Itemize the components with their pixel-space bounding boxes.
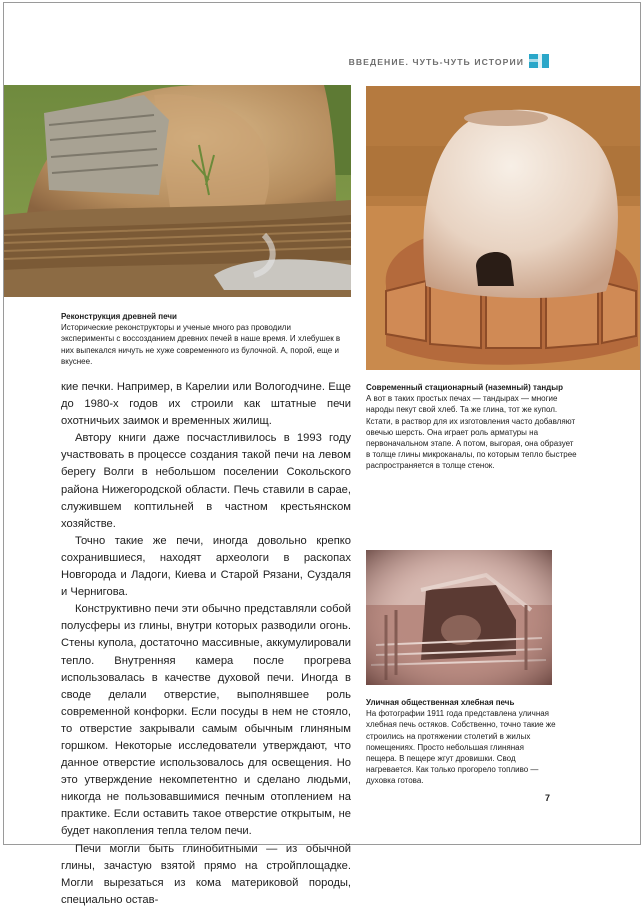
photo-ancient-oven bbox=[4, 85, 351, 297]
photo-tandoor bbox=[366, 86, 640, 370]
running-head: ВВЕДЕНИЕ. ЧУТЬ-ЧУТЬ ИСТОРИИ bbox=[348, 57, 524, 67]
paragraph: Печи могли быть глинобитными — из обычной глины, зачастую взятой прямо на стройплощадке. Могли вырезаться из кома материковой породы, специально остав- bbox=[61, 842, 351, 906]
caption-text: А вот в таких простых печах — тандырах — многие народы пекут свой хлеб. Та же глина, тот же купол. Кстати, в раствор для их изготовления часто добавляют овечью шерсть. Она играет роль арматуры на первоначальном этапе. А потом, выгорая, она образует в толще глины микроканалы, по которым тепло быстрее распространяется в толще стенок. bbox=[366, 394, 577, 471]
caption-street-bakery bbox=[366, 697, 556, 787]
caption-text: Исторические реконструкторы и ученые много раз проводили эксперименты с воссозданием древних печей в наше время. И хлебушек в них выпекался ничуть не хуже современного из булочной. А, порой, еще и вкуснее. bbox=[61, 323, 341, 366]
caption-title: Реконструкция древней печи bbox=[61, 312, 177, 321]
body-text bbox=[61, 379, 351, 909]
photo-street-bakery bbox=[366, 550, 552, 685]
caption-title: Уличная общественная хлебная печь bbox=[366, 698, 515, 707]
paragraph: кие печки. Например, в Карелии или Вологодчине. Еще до 1980-х годов их строили как штатные печи охотничьих заимок и временных жилищ. bbox=[61, 381, 351, 428]
paragraph: Точно такие же печи, иногда довольно крепко сохранившиеся, находят археологи в раскопах Новгорода и Ладоги, Киева и Старой Рязани, Суздаля и Чернигова. bbox=[61, 534, 351, 599]
paragraph: Автору книги даже посчастливилось в 1993 году участвовать в процессе создания такой печи на левом берегу Волги в небольшом поселении Сокольского района Нижегородской области. Печь ставили в сарае, служившем коптильней в частном крестьянском хозяйстве. bbox=[61, 432, 351, 530]
caption-text: На фотографии 1911 года представлена уличная хлебная печь остяков. Собственно, точно такие же строились на протяжении столетий в жилых помещениях. Просто небольшая глиняная пещера. В пещере жгут дровишки. Свод нагревается. Как только прогорело топливо — духовка готова. bbox=[366, 709, 556, 786]
paragraph: Конструктивно печи эти обычно представляли собой полусферы из глины, внутри которых разводили огонь. Стены купола, достаточно массивные, аккумулировали тепло. Внутренняя камера после прогрева использовалась в качестве духовой печи. Иногда в своде делали отверстие, выполнявшее роль современной конфорки. Если посуды в нем не стояло, то отверстие закрывали самым обычным глиняным горшком. Некоторые исследователи утверждают, что данное отверстие использовалось для освещения. Но это утверждение некомпетентно и сделано людьми, никогда не пользовавшимися печным отоплением на практике. Если оставить такое отверстие открытым, не будет накопления тепла телом печи. bbox=[61, 603, 351, 838]
caption-title: Современный стационарный (наземный) тандыр bbox=[366, 383, 563, 392]
book-corner-icon bbox=[529, 54, 549, 68]
caption-tandoor bbox=[366, 382, 578, 472]
caption-ancient-oven bbox=[61, 311, 346, 367]
page-number: 7 bbox=[545, 793, 551, 803]
